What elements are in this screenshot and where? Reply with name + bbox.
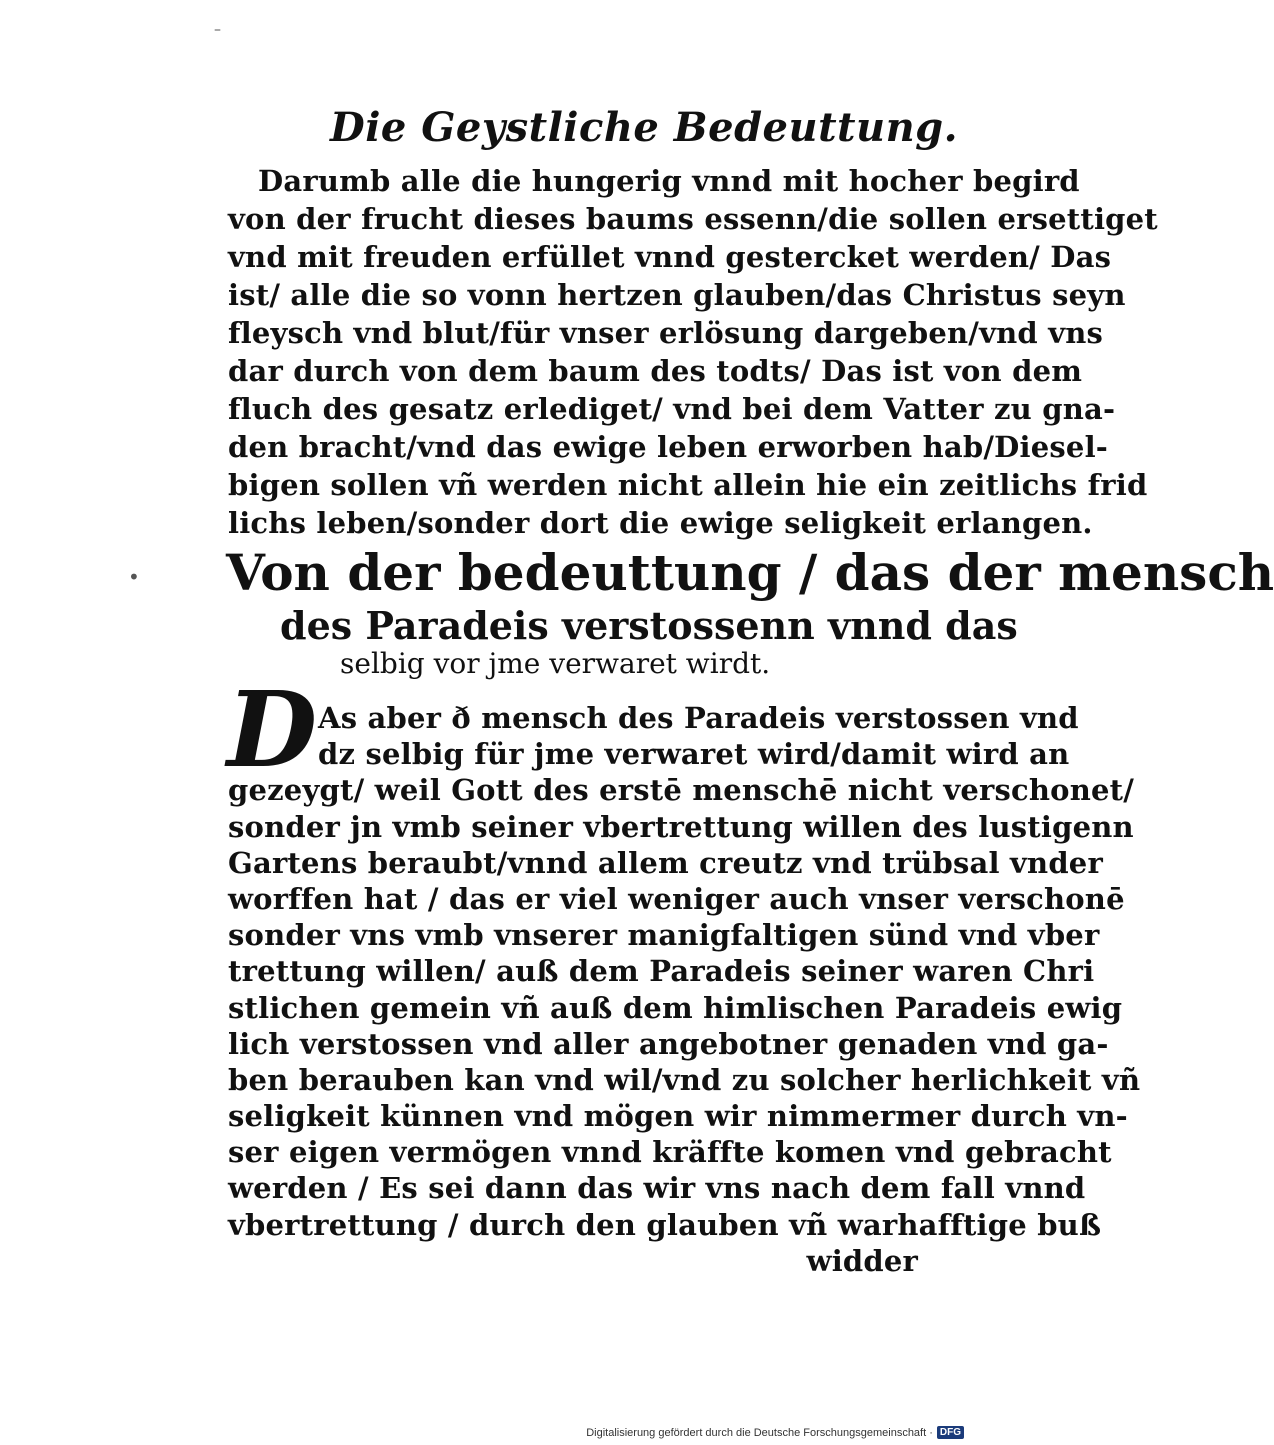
text-line: ser eigen vermögen vnnd kräffte komen vnd gebracht (228, 1135, 1112, 1170)
footer-text: Digitalisierung gefördert durch die Deutsche Forschungsgemeinschaft · (586, 1426, 933, 1439)
text-line: As aber ð mensch des Paradeis verstossen vnd (318, 701, 1079, 735)
decorated-initial: D (226, 668, 318, 791)
section2-paragraph (228, 700, 1141, 1279)
running-head: Die Geystliche Bedeuttung. (330, 104, 959, 151)
text-line: den bracht/vnd das ewige leben erworben hab/Diesel- (228, 430, 1109, 464)
text-line: fluch des gesatz erlediget/ vnd bei dem Vatter zu gna- (228, 392, 1116, 426)
text-line: trettung willen/ auß dem Paradeis seiner waren Chri (228, 954, 1095, 989)
section-heading-line3: selbig vor jme verwaret wirdt. (340, 647, 771, 680)
text-line: sonder vns vmb vnserer manigfaltigen sünd vnd vber (228, 918, 1100, 953)
text-line: von der frucht dieses baums essenn/die sollen ersettiget (228, 202, 1158, 236)
text-line: seligkeit künnen vnd mögen wir nimmermer durch vn- (228, 1099, 1128, 1134)
text-line: lichs leben/sonder dort die ewige seligkeit erlangen. (228, 506, 1093, 540)
text-line: werden / Es sei dann das wir vns nach dem fall vnnd (228, 1171, 1086, 1206)
scan-speck: • (128, 565, 140, 589)
text-line: dar durch von dem baum des todts/ Das ist von dem (228, 354, 1083, 388)
section1-paragraph (228, 162, 1158, 542)
text-line: ist/ alle die so vonn hertzen glauben/das Christus seyn (228, 278, 1126, 312)
text-line: ben berauben kan vnd wil/vnd zu solcher herlichkeit vñ (228, 1062, 1141, 1097)
text-line: gezeygt/ weil Gott des erstē menschē nicht verschonet/ (228, 773, 1135, 808)
section-heading-line2: des Paradeis verstossenn vnnd das (280, 603, 1018, 648)
catchword: widder (806, 1243, 918, 1278)
text-line: lich verstossen vnd aller angebotner genaden vnd ga- (228, 1026, 1109, 1061)
text-line: bigen sollen vñ werden nicht allein hie ein zeitlichs frid (228, 468, 1148, 502)
footer-credit (586, 1426, 964, 1439)
text-line: dz selbig für jme verwaret wird/damit wird an (318, 737, 1070, 772)
text-line: vnd mit freuden erfüllet vnnd gestercket werden/ Das (228, 240, 1112, 274)
text-line: sonder jn vmb seiner vbertrettung willen des lustigenn (228, 809, 1134, 844)
text-line: Gartens beraubt/vnnd allem creutz vnd trübsal vnder (228, 845, 1103, 880)
text-line: Darumb alle die hungerig vnnd mit hocher begird (258, 164, 1080, 198)
text-line: fleysch vnd blut/für vnser erlösung dargeben/vnd vns (228, 316, 1104, 350)
dfg-logo: DFG (937, 1426, 964, 1439)
text-line: worffen hat / das er viel weniger auch vnser verschonē (228, 881, 1125, 916)
section-heading: Von der bedeuttung / das der mensch (226, 543, 1274, 602)
scan-speck: – (214, 22, 221, 38)
text-line: vbertrettung / durch den glauben vñ warhafftige buß (228, 1207, 1102, 1242)
text-line: stlichen gemein vñ auß dem himlischen Paradeis ewig (228, 990, 1123, 1025)
